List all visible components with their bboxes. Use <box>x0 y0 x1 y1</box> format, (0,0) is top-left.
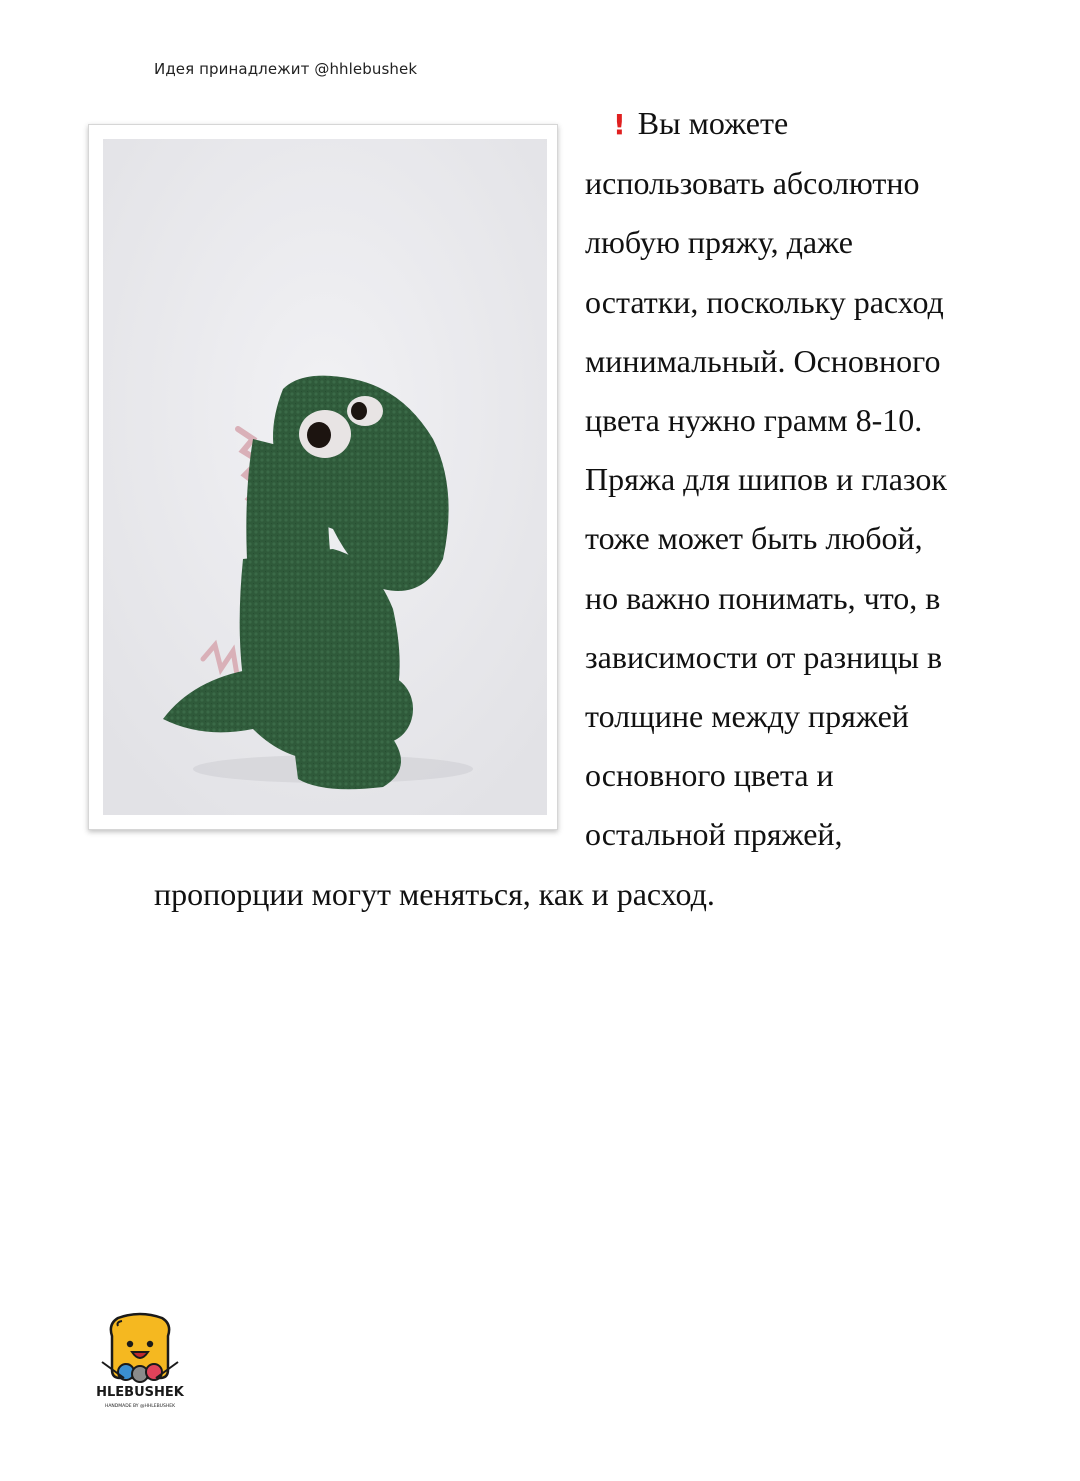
paragraph-final-line: пропорции могут меняться, как и расход. <box>154 876 715 912</box>
crochet-dinosaur-photo <box>103 139 547 815</box>
paragraph-line: любую пряжу, даже <box>585 224 853 261</box>
paragraph-line: Пряжа для шипов и глазок <box>585 461 947 498</box>
paragraph-line <box>585 94 1015 154</box>
paragraph-line: минимальный. Основного <box>585 342 941 379</box>
paragraph-line: остатки, поскольку расход <box>585 283 944 320</box>
photo-frame <box>88 124 558 830</box>
paragraph-line: использовать абсолютно <box>585 165 920 202</box>
hlebushek-logo <box>88 1312 192 1412</box>
paragraph-line: зависимости от разницы в <box>585 638 943 675</box>
paragraph-line: основного цвета и <box>585 757 834 794</box>
exclamation-icon: ! <box>613 108 626 141</box>
bread-mascot-icon <box>88 1312 192 1412</box>
line-text: Вы можете <box>637 105 789 141</box>
author-credit: Идея принадлежит @hhlebushek <box>154 60 418 78</box>
dinosaur-illustration <box>103 139 547 815</box>
paragraph-line: тоже может быть любой, <box>585 520 923 557</box>
paragraph-line: цвета нужно грамм 8-10. <box>585 402 923 439</box>
paragraph-line: толщине между пряжей <box>585 698 909 735</box>
logo-brand-text: HLEBUSHEK <box>96 1385 184 1400</box>
yarn-note-paragraph <box>585 94 1015 865</box>
logo-tagline-text: HANDMADE BY @HHLEBUSHEK <box>104 1404 176 1409</box>
paragraph-line: но важно понимать, что, в <box>585 579 941 616</box>
paragraph-line: остальной пряжей, <box>585 816 843 853</box>
